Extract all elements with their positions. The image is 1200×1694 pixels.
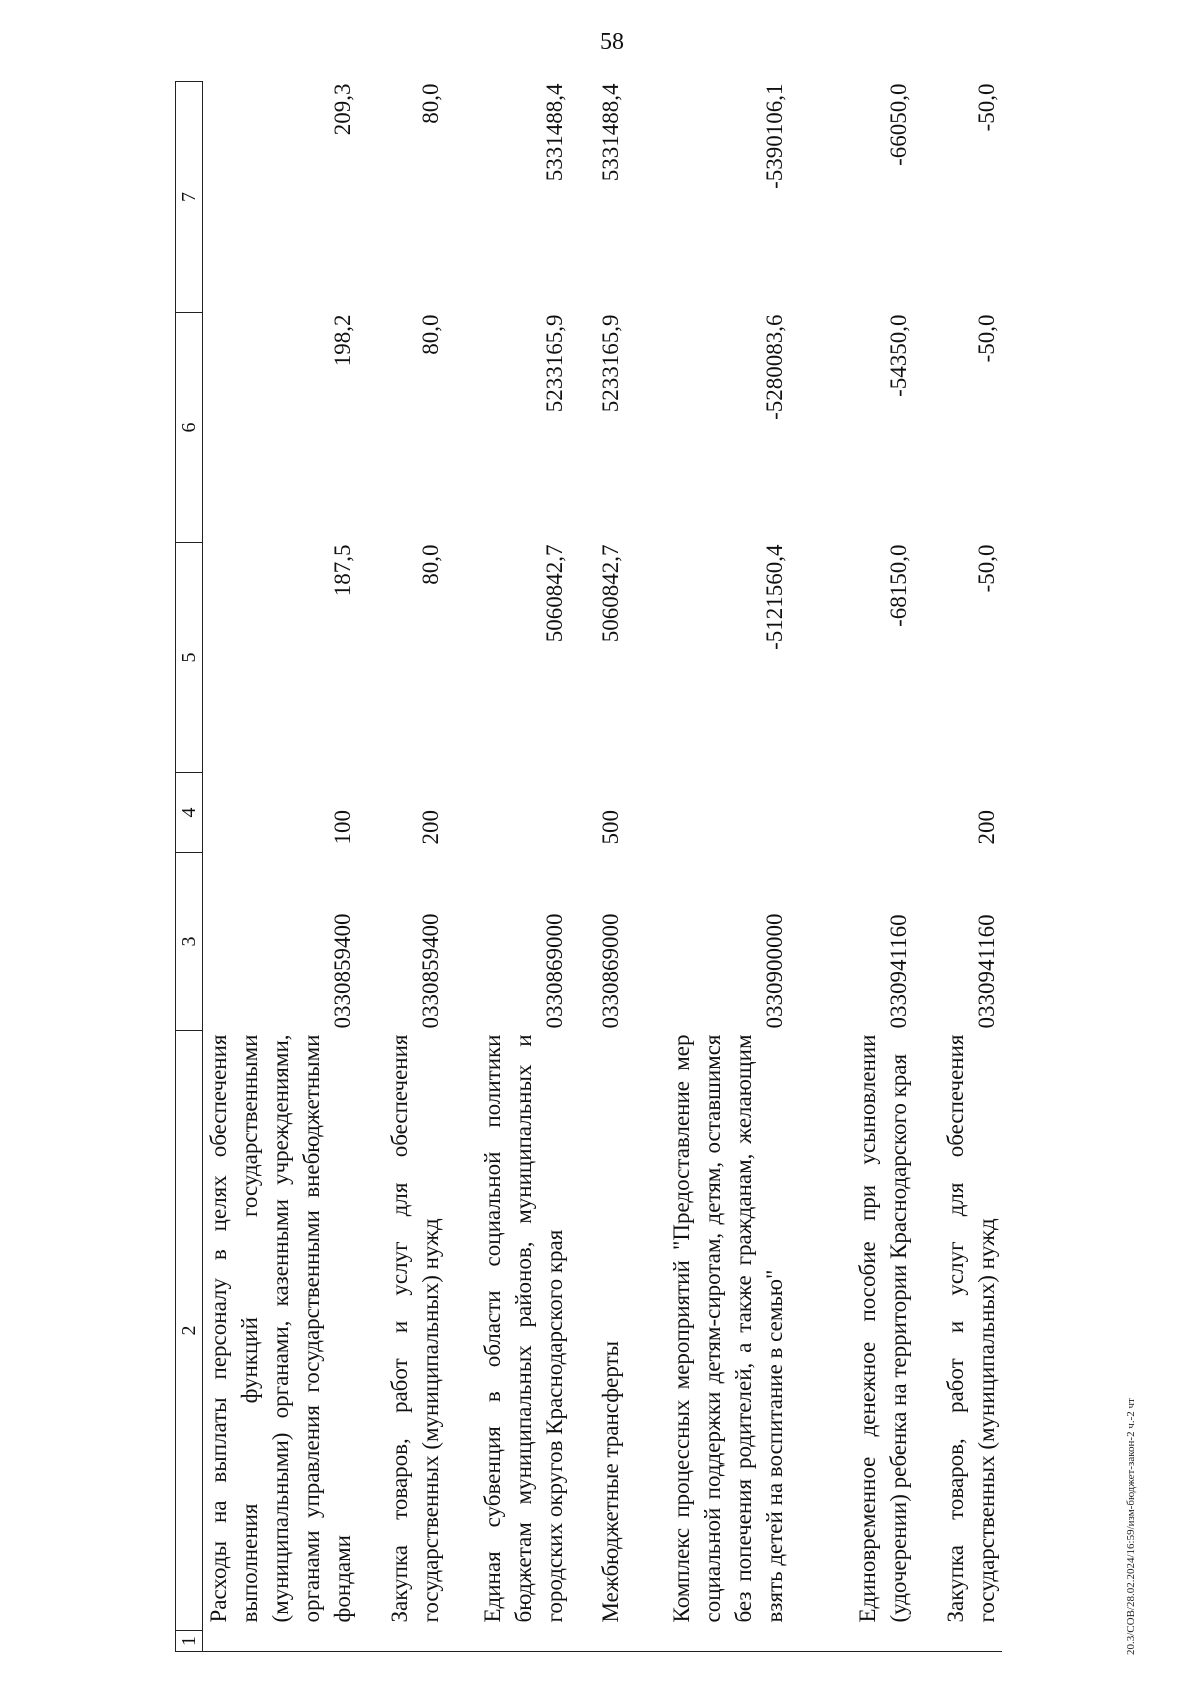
row-col-1 bbox=[203, 1631, 359, 1652]
row-value-6: 80,0 bbox=[418, 314, 443, 355]
budget-table-rotated bbox=[175, 82, 1045, 1652]
row-value-5: 187,5 bbox=[330, 544, 355, 597]
row-name: Единовременное денежное пособие при усыновлении (удочерении) ребенка на территории Краснодарского края bbox=[855, 1034, 911, 1623]
row-name: Закупка товаров, работ и услуг для обеспечения государственных (муниципальных) нужд bbox=[943, 1034, 999, 1623]
budget-table bbox=[175, 81, 1002, 1652]
row-type: 100 bbox=[330, 810, 355, 845]
row-value-5: 5060842,7 bbox=[542, 544, 567, 643]
row-type bbox=[446, 773, 570, 853]
row-value-7: -50,0 bbox=[974, 83, 999, 132]
row-value-6: -50,0 bbox=[974, 314, 999, 363]
row-code: 0330859400 bbox=[418, 913, 443, 1029]
row-value-5: -5121560,4 bbox=[762, 544, 787, 650]
table-row bbox=[790, 82, 914, 1652]
document-footer: 20.3/СОВ/28.02.2024/16:59/изм-бюджет-закон-2 ч.-2 чт bbox=[1125, 1398, 1137, 1655]
row-value-6: 5233165,9 bbox=[598, 314, 623, 413]
table-row bbox=[626, 82, 790, 1652]
table-row bbox=[446, 82, 570, 1652]
table-row bbox=[914, 82, 1002, 1652]
table-row bbox=[203, 82, 359, 1652]
row-name: Единая субвенция в области социальной политики бюджетам муниципальных районов, муниципальных и городских округов Краснодарского края bbox=[480, 1034, 567, 1623]
row-code: 0330869000 bbox=[542, 913, 567, 1029]
row-col-1 bbox=[626, 1631, 790, 1652]
row-type bbox=[790, 773, 914, 853]
row-type: 500 bbox=[598, 810, 623, 845]
header-row bbox=[176, 82, 203, 1652]
row-col-1 bbox=[358, 1631, 446, 1652]
header-col-4: 4 bbox=[176, 773, 203, 853]
row-type: 200 bbox=[418, 810, 443, 845]
row-code: 0330941160 bbox=[974, 914, 999, 1029]
row-value-5: 5060842,7 bbox=[598, 544, 623, 643]
row-col-1 bbox=[446, 1631, 570, 1652]
table-header bbox=[176, 82, 203, 1652]
header-col-2: 2 bbox=[176, 1031, 203, 1631]
row-name: Расходы на выплаты персоналу в целях обеспечения выполнения функций государственными (муниципальными) органами, казенными учреждениями, органами управления государственными внебюджетными фондами bbox=[206, 1034, 355, 1623]
row-value-6: -54350,0 bbox=[886, 314, 911, 397]
row-value-7: -5390106,1 bbox=[762, 83, 787, 189]
row-value-6: 198,2 bbox=[330, 314, 355, 367]
row-value-5: 80,0 bbox=[418, 544, 443, 585]
header-col-3: 3 bbox=[176, 853, 203, 1031]
table-row bbox=[570, 82, 626, 1652]
header-col-7: 7 bbox=[176, 82, 203, 313]
row-name: Межбюджетные трансферты bbox=[598, 1340, 623, 1623]
row-value-7: 5331488,4 bbox=[598, 83, 623, 182]
row-type: 200 bbox=[974, 810, 999, 845]
row-value-6: 5233165,9 bbox=[542, 314, 567, 413]
row-type bbox=[626, 773, 790, 853]
header-col-6: 6 bbox=[176, 313, 203, 543]
row-value-7: 209,3 bbox=[330, 83, 355, 136]
row-value-7: -66050,0 bbox=[886, 83, 911, 166]
row-name: Закупка товаров, работ и услуг для обеспечения государственных (муниципальных) нужд bbox=[387, 1034, 443, 1623]
row-value-7: 5331488,4 bbox=[542, 83, 567, 182]
table-body bbox=[203, 82, 1003, 1652]
row-col-1 bbox=[790, 1631, 914, 1652]
header-col-5: 5 bbox=[176, 543, 203, 773]
row-code: 0330869000 bbox=[598, 913, 623, 1029]
page-number: 58 bbox=[600, 29, 624, 55]
row-col-1 bbox=[914, 1631, 1002, 1652]
row-value-5: -68150,0 bbox=[886, 544, 911, 627]
header-col-1: 1 bbox=[176, 1631, 203, 1652]
row-code: 0330900000 bbox=[762, 913, 787, 1029]
table-row bbox=[358, 82, 446, 1652]
row-value-5: -50,0 bbox=[974, 544, 999, 593]
row-value-6: -5280083,6 bbox=[762, 314, 787, 420]
row-code: 0330941160 bbox=[886, 914, 911, 1029]
row-code: 0330859400 bbox=[330, 913, 355, 1029]
row-value-7: 80,0 bbox=[418, 83, 443, 124]
row-col-1 bbox=[570, 1631, 626, 1652]
row-name: Комплекс процессных мероприятий "Предоставление мер социальной поддержки детям-сиротам, детям, оставшимся без попечения родителей, а также гражданам, желающим взять детей на воспитание в семью" bbox=[669, 1034, 787, 1623]
